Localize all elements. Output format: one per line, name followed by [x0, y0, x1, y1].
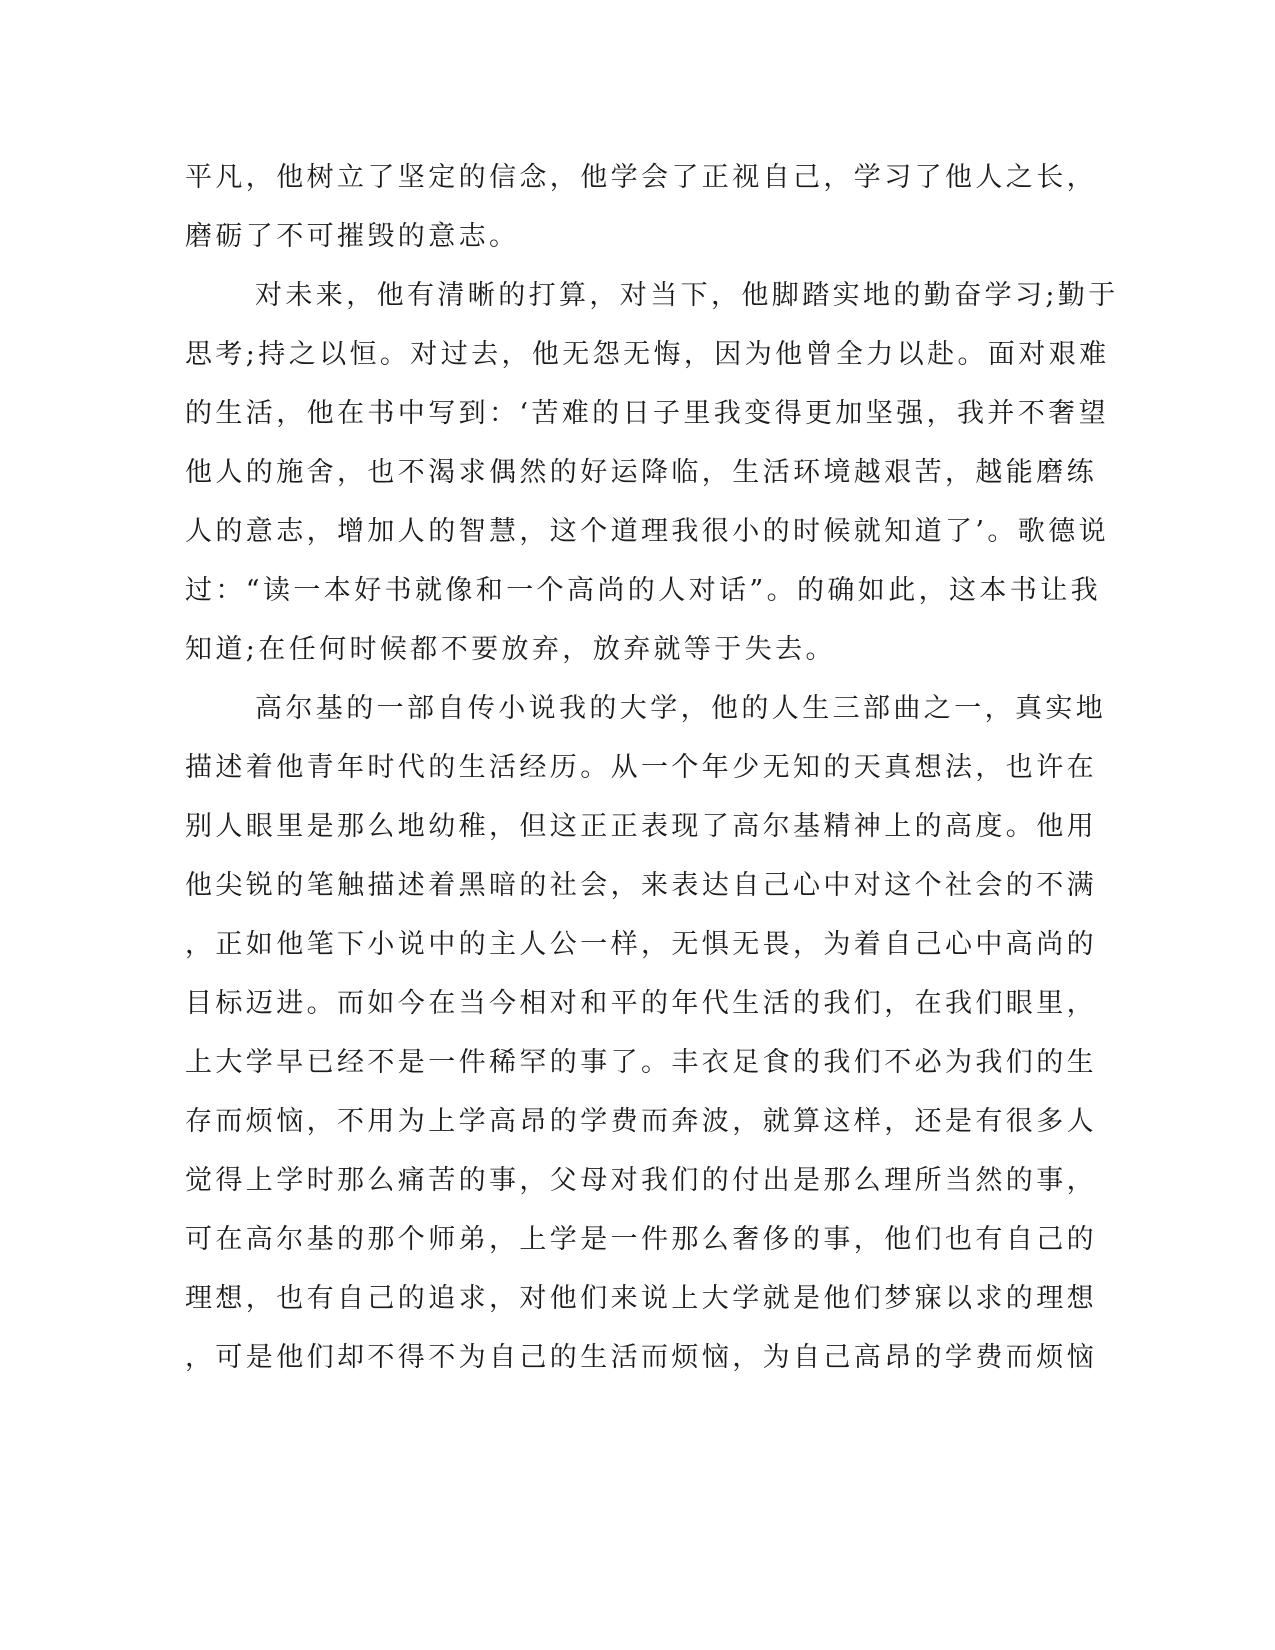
text-line: 觉得上学时那么痛苦的事，父母对我们的付出是那么理所当然的事， [185, 1165, 1097, 1196]
paragraph-first-line: 高尔基的一部自传小说我的大学，他的人生三部曲之一，真实地 [255, 693, 1107, 724]
text-line: 磨砺了不可摧毁的意志。 [185, 221, 520, 252]
text-line: 思考;持之以恒。对过去，他无怨无悔，因为他曾全力以赴。面对艰难 [185, 339, 1110, 370]
text-line: 目标迈进。而如今在当今相对和平的年代生活的我们，在我们眼里， [185, 988, 1097, 1019]
text-line: 存而烦恼，不用为上学高昂的学费而奔波，就算这样，还是有很多人 [185, 1106, 1097, 1137]
text-line: 理想，也有自己的追求，对他们来说上大学就是他们梦寐以求的理想 [185, 1283, 1097, 1314]
text-line: 人的意志，增加人的智慧，这个道理我很小的时候就知道了’。歌德说 [185, 516, 1109, 547]
text-line: ，可是他们却不得不为自己的生活而烦恼，为自己高昂的学费而烦恼 [185, 1342, 1097, 1373]
text-line: 平凡，他树立了坚定的信念，他学会了正视自己，学习了他人之长， [185, 162, 1097, 193]
text-line: 上大学早已经不是一件稀罕的事了。丰衣足食的我们不必为我们的生 [185, 1047, 1097, 1078]
text-line: 的生活，他在书中写到：‘苦难的日子里我变得更加坚强，我并不奢望 [185, 398, 1109, 429]
text-line: 别人眼里是那么地幼稚，但这正正表现了高尔基精神上的高度。他用 [185, 811, 1097, 842]
text-line: 他尖锐的笔触描述着黑暗的社会，来表达自己心中对这个社会的不满 [185, 870, 1097, 901]
text-line: 知道;在任何时候都不要放弃，放弃就等于失去。 [185, 634, 836, 665]
text-line: 过：“读一本好书就像和一个高尚的人对话”。的确如此，这本书让我 [185, 575, 1102, 606]
text-line: 描述着他青年时代的生活经历。从一个年少无知的天真想法，也许在 [185, 752, 1097, 783]
text-line: 他人的施舍，也不渴求偶然的好运降临，生活环境越艰苦，越能磨练 [185, 457, 1097, 488]
document-body [185, 158, 1119, 1397]
paragraph-first-line: 对未来，他有清晰的打算，对当下，他脚踏实地的勤奋学习;勤于 [255, 280, 1119, 311]
text-line: ，正如他笔下小说中的主人公一样，无惧无畏，为着自己心中高尚的 [185, 929, 1097, 960]
text-line: 可在高尔基的那个师弟，上学是一件那么奢侈的事，他们也有自己的 [185, 1224, 1097, 1255]
